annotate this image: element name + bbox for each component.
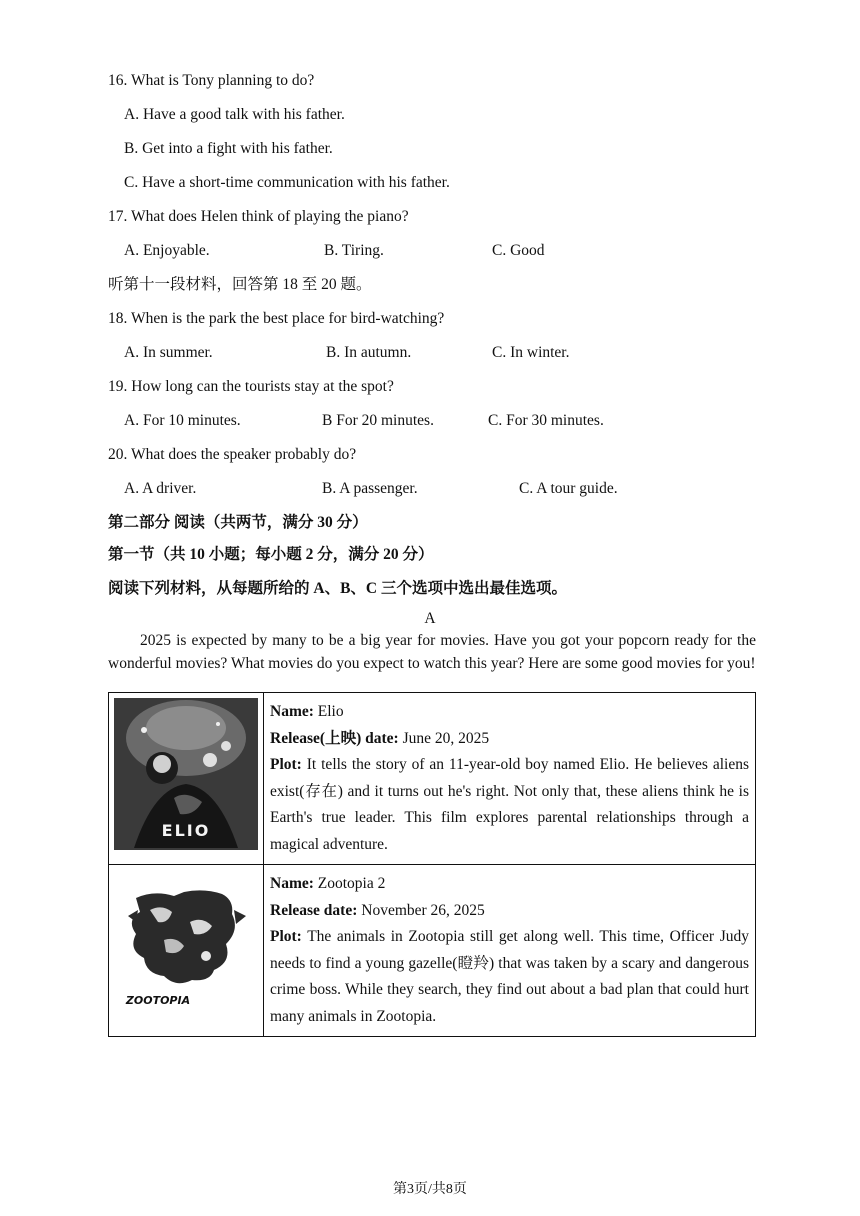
elio-poster-image — [114, 698, 258, 850]
q18-option-c: C. In winter. — [492, 344, 570, 361]
movie-name-row — [270, 871, 749, 898]
zootopia-poster-title: ZOOTOPIA — [125, 994, 191, 1007]
q17-option-a: A. Enjoyable. — [124, 242, 210, 259]
movie-name: Elio — [317, 703, 344, 720]
q17-option-b: B. Tiring. — [324, 242, 384, 259]
q20-option-b: B. A passenger. — [322, 480, 418, 497]
q19-option-c: C. For 30 minutes. — [488, 412, 604, 429]
release-label: Release date: — [270, 901, 358, 919]
movie-name: Zootopia 2 — [317, 875, 386, 892]
question-17: 17. What does Helen think of playing the piano? — [108, 208, 409, 225]
plot-label: Plot: — [270, 756, 302, 773]
q19-option-b: B For 20 minutes. — [322, 412, 434, 429]
movie-release-date: June 20, 2025 — [402, 729, 490, 747]
movie-info-elio — [264, 693, 756, 865]
passage-intro-text: 2025 is expected by many to be a big year for movies. Have you got your popcorn ready for the wonderful movies? What movies do you expect to watch this year? Here are some good movies for you! — [108, 632, 756, 672]
q16-option-b: B. Get into a fight with his father. — [124, 140, 333, 157]
question-16: 16. What is Tony planning to do? — [108, 72, 315, 89]
poster-cell — [109, 693, 264, 865]
part-two-title: 第二部分 阅读（共两节，满分 30 分） — [108, 514, 368, 531]
movie-release-row — [270, 898, 749, 925]
reading-instruction: 阅读下列材料，从每题所给的 A、B、C 三个选项中选出最佳选项。 — [108, 580, 567, 597]
movie-name-row — [270, 699, 749, 726]
movie-plot: It tells the story of an 11-year-old boy named Elio. He believes aliens exist(存在) and it turns out he's right. Not only that, these aliens think he is Earth's true leader. This film explores parental relationships through a magical adventure. — [270, 756, 749, 853]
section-one-title: 第一节（共 10 小题；每小题 2 分，满分 20 分） — [108, 546, 434, 563]
name-label: Name: — [270, 875, 314, 892]
q16-option-c: C. Have a short-time communication with his father. — [124, 174, 450, 191]
question-20: 20. What does the speaker probably do? — [108, 446, 357, 463]
page-number: 第3页/共8页 — [393, 1182, 467, 1197]
question-19: 19. How long can the tourists stay at the spot? — [108, 378, 394, 395]
q18-option-b: B. In autumn. — [326, 344, 412, 361]
q20-option-c: C. A tour guide. — [519, 480, 618, 497]
movies-table — [108, 692, 756, 1037]
q20-option-a: A. A driver. — [124, 480, 197, 497]
poster-cell — [109, 865, 264, 1037]
name-label: Name: — [270, 703, 314, 720]
passage-label: A — [424, 610, 436, 627]
elio-poster-title: ELIO — [161, 821, 211, 840]
q18-option-a: A. In summer. — [124, 344, 213, 361]
movie-info-zootopia — [264, 865, 756, 1037]
table-row — [109, 693, 756, 865]
elio-poster-art — [114, 698, 258, 850]
zootopia-poster-art — [114, 870, 258, 1022]
plot-label: Plot: — [270, 928, 302, 945]
q19-option-a: A. For 10 minutes. — [124, 412, 241, 429]
table-row — [109, 865, 756, 1037]
zootopia-poster-image — [114, 870, 258, 1022]
listening-instruction: 听第十一段材料，回答第 18 至 20 题。 — [108, 276, 372, 293]
q17-option-c: C. Good — [492, 242, 545, 259]
movie-plot-row — [270, 924, 749, 1030]
movie-plot: The animals in Zootopia still get along well. This time, Officer Judy needs to find a young gazelle(瞪羚) that was taken by a scary and dangerous crime boss. While they search, they find out about a bad plan that could hurt many animals in Zootopia. — [270, 928, 749, 1025]
movie-release-row — [270, 726, 749, 753]
movie-plot-row — [270, 752, 749, 858]
passage-intro — [108, 629, 756, 675]
movie-release-date: November 26, 2025 — [361, 901, 485, 919]
question-18: 18. When is the park the best place for bird-watching? — [108, 310, 445, 327]
q16-option-a: A. Have a good talk with his father. — [124, 106, 345, 123]
release-label: Release(上映) date: — [270, 729, 399, 747]
